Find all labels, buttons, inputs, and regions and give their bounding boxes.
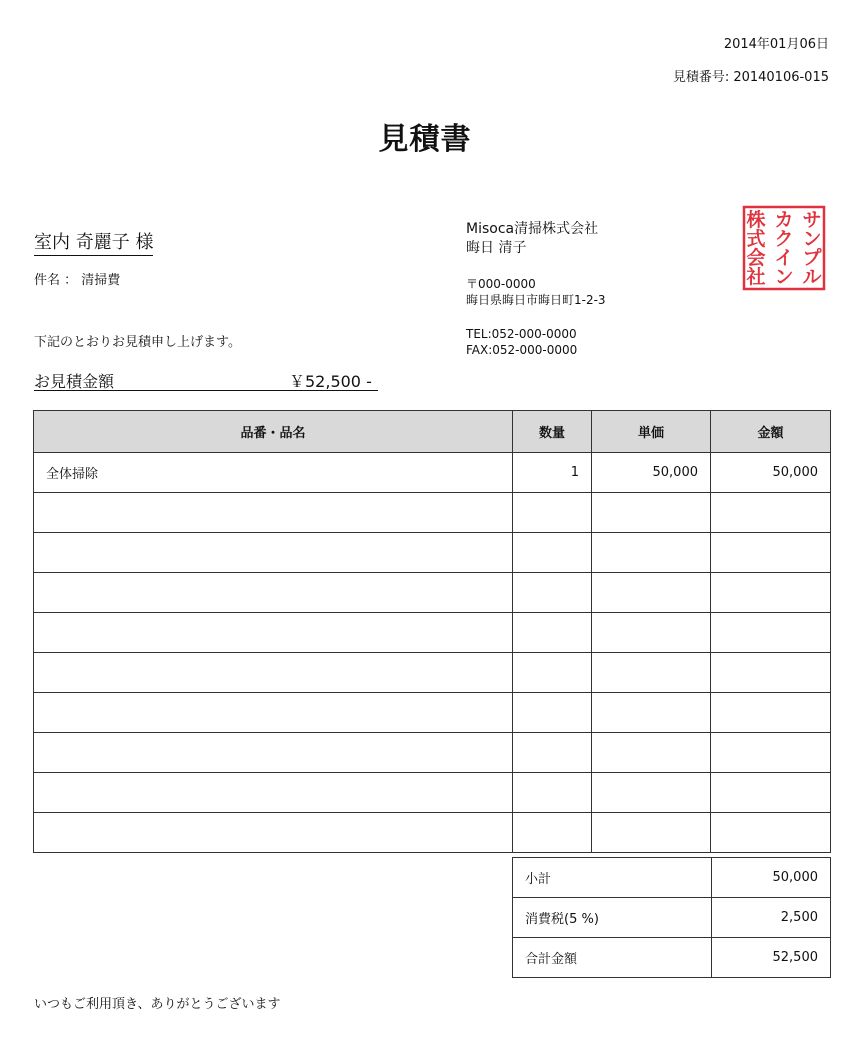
total-value: 52,500 — [712, 938, 831, 978]
item-amount — [711, 613, 831, 653]
table-row — [34, 533, 831, 573]
seal-character: 社 — [746, 266, 766, 288]
estimate-number: 見積番号: 20140106-015 — [672, 70, 829, 85]
estimate-amount-label: お見積金額 — [34, 372, 115, 391]
item-name — [34, 653, 513, 693]
item-quantity — [513, 773, 592, 813]
item-unit-price: 50,000 — [592, 453, 711, 493]
header-unit-price: 単価 — [592, 411, 711, 453]
tax-label: 消費税(5 %) — [513, 898, 712, 938]
item-amount — [711, 533, 831, 573]
estimate-amount-value: ￥52,500 - — [289, 372, 372, 391]
estimate-amount-box — [34, 368, 378, 391]
table-row — [34, 733, 831, 773]
item-unit-price — [592, 573, 711, 613]
seal-character: ン — [802, 228, 822, 250]
seal-character: カ — [774, 209, 794, 231]
item-amount — [711, 653, 831, 693]
seal-character: ク — [774, 228, 794, 250]
table-row — [34, 653, 831, 693]
item-name — [34, 693, 513, 733]
item-name — [34, 773, 513, 813]
item-unit-price — [592, 613, 711, 653]
subtotal-value: 50,000 — [712, 858, 831, 898]
item-unit-price — [592, 773, 711, 813]
issuer-tel: TEL:052-000-0000 — [466, 327, 577, 341]
item-unit-price — [592, 733, 711, 773]
seal-character: 株 — [746, 209, 766, 231]
table-row — [34, 773, 831, 813]
item-name — [34, 493, 513, 533]
item-quantity — [513, 533, 592, 573]
seal-character: ル — [802, 266, 822, 288]
item-amount — [711, 693, 831, 733]
subtotal-label: 小計 — [513, 858, 712, 898]
header-amount: 金額 — [711, 411, 831, 453]
issuer-postal: 〒000-0000 — [466, 277, 536, 291]
seal-character: プ — [802, 247, 822, 269]
item-quantity — [513, 733, 592, 773]
item-name: 全体掃除 — [34, 453, 513, 493]
item-name — [34, 813, 513, 853]
document-title: 見積書 — [378, 122, 472, 157]
company-seal-stamp — [742, 205, 826, 291]
item-name — [34, 613, 513, 653]
seal-character: 会 — [746, 247, 766, 269]
issuer-contact-block — [466, 326, 577, 358]
item-unit-price — [592, 693, 711, 733]
item-unit-price — [592, 813, 711, 853]
issuer-address-block — [466, 276, 606, 308]
seal-character: サ — [802, 209, 822, 231]
items-table — [33, 410, 831, 853]
customer-name: 室内 奇麗子 様 — [34, 228, 153, 256]
thank-you-note: いつもご利用頂き、ありがとうございます — [34, 997, 281, 1012]
item-name — [34, 533, 513, 573]
table-row — [34, 573, 831, 613]
items-header-row — [34, 411, 831, 453]
item-quantity — [513, 613, 592, 653]
header-quantity: 数量 — [513, 411, 592, 453]
item-name — [34, 733, 513, 773]
item-quantity — [513, 493, 592, 533]
seal-character: ン — [774, 266, 794, 288]
item-quantity — [513, 573, 592, 613]
totals-table — [512, 857, 831, 978]
item-quantity — [513, 813, 592, 853]
item-quantity: 1 — [513, 453, 592, 493]
seal-character: イ — [774, 247, 794, 269]
item-unit-price — [592, 533, 711, 573]
tax-row — [513, 898, 831, 938]
subtotal-row — [513, 858, 831, 898]
table-row — [34, 613, 831, 653]
table-row — [34, 693, 831, 733]
item-unit-price — [592, 653, 711, 693]
issue-date: 2014年01月06日 — [723, 37, 829, 52]
item-amount — [711, 733, 831, 773]
issuer-person: 晦日 清子 — [466, 240, 527, 256]
issuer-fax: FAX:052-000-0000 — [466, 343, 578, 357]
item-amount — [711, 773, 831, 813]
table-row — [34, 453, 831, 493]
total-row — [513, 938, 831, 978]
item-amount: 50,000 — [711, 453, 831, 493]
seal-character: 式 — [746, 228, 766, 250]
subject-line: 件名 ： 清掃費 — [34, 273, 121, 288]
item-amount — [711, 493, 831, 533]
item-quantity — [513, 653, 592, 693]
item-name — [34, 573, 513, 613]
issuer-company: Misoca清掃株式会社 — [466, 221, 599, 237]
header-item-name: 品番・品名 — [34, 411, 513, 453]
issuer-address: 晦日県晦日市晦日町1-2-3 — [466, 293, 606, 307]
item-unit-price — [592, 493, 711, 533]
table-row — [34, 813, 831, 853]
tax-value: 2,500 — [712, 898, 831, 938]
table-row — [34, 493, 831, 533]
item-quantity — [513, 693, 592, 733]
item-amount — [711, 573, 831, 613]
item-amount — [711, 813, 831, 853]
issuer-block — [466, 220, 598, 258]
total-label: 合計金額 — [513, 938, 712, 978]
intro-text: 下記のとおりお見積申し上げます。 — [34, 335, 241, 350]
